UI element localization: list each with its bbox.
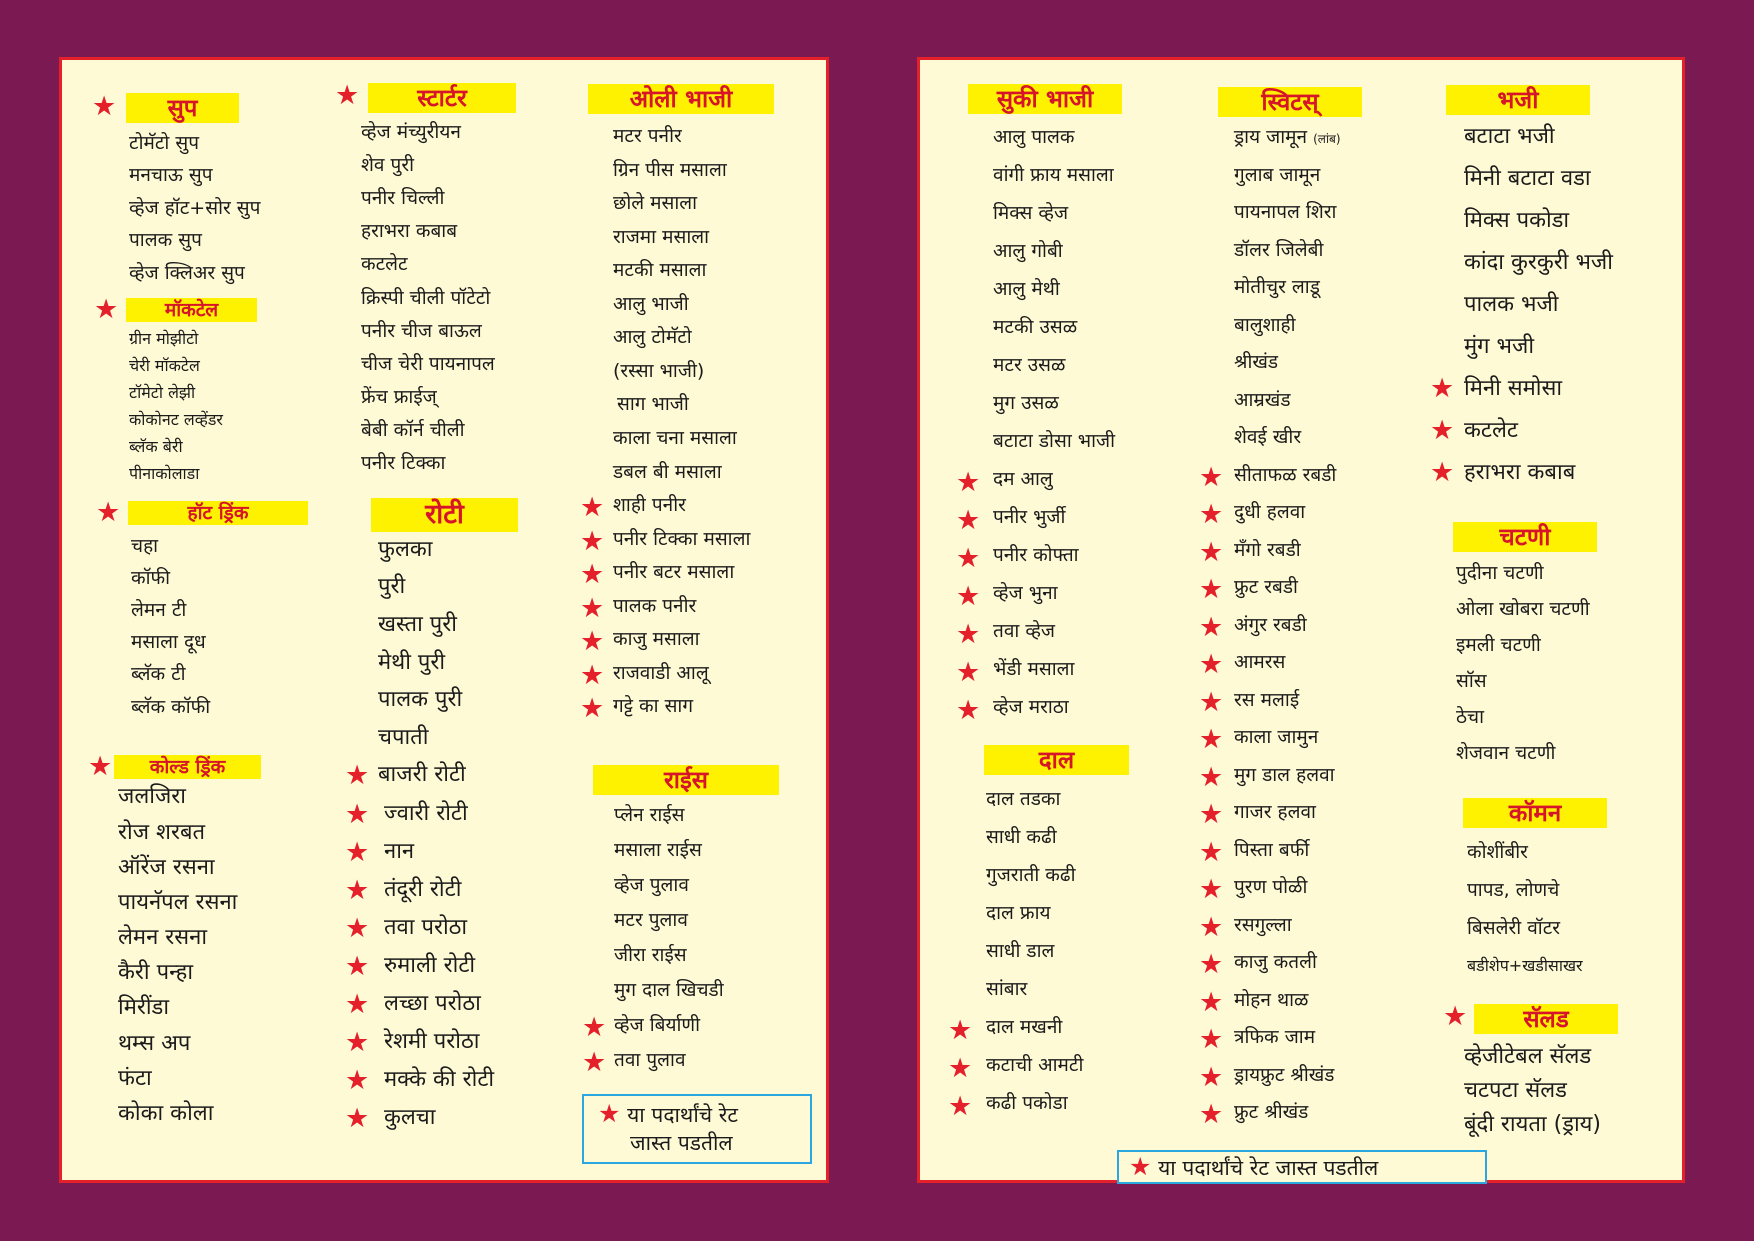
section-header-oli-bhaji: ओली भाजी [588, 84, 774, 114]
menu-item: कोशींबीर [1467, 841, 1528, 863]
star-icon: ★ [580, 626, 605, 657]
menu-item: मनचाऊ सुप [129, 164, 213, 186]
star-icon: ★ [1443, 1001, 1468, 1032]
menu-item: पिस्ता बर्फी [1234, 839, 1310, 861]
menu-item: लेमन रसना [118, 925, 208, 950]
menu-item: मटर पुलाव [614, 909, 688, 931]
star-icon: ★ [345, 951, 370, 982]
menu-item: बडीशेप+खडीसाखर [1467, 956, 1583, 975]
menu-item: सॉस [1456, 670, 1487, 692]
long-tag: (लांब) [1313, 132, 1341, 146]
menu-item: फ्रुट श्रीखंड [1234, 1101, 1309, 1123]
menu-item: भेंडी मसाला [993, 658, 1075, 680]
star-icon: ★ [1430, 457, 1455, 488]
menu-item: तवा व्हेज [993, 620, 1056, 642]
menu-item: गाजर हलवा [1234, 801, 1316, 823]
menu-item: मिनी बटाटा वडा [1464, 166, 1591, 191]
menu-item: बेबी कॉर्न चीली [361, 419, 465, 441]
menu-item: लेमन टी [131, 599, 187, 621]
menu-item: पायनापल शिरा [1234, 201, 1337, 223]
menu-item: सांबार [986, 978, 1028, 1000]
menu-item: पनीर टिक्का मसाला [613, 528, 751, 550]
menu-item: ब्लॅक बेरी [129, 437, 183, 456]
menu-item: थम्स अप [118, 1031, 191, 1056]
section-header-starter: स्टार्टर [368, 83, 516, 113]
menu-item: ऑरेंज रसना [118, 855, 215, 880]
section-header-hot-drink: हॉट ड्रिंक [128, 501, 308, 525]
menu-item: मक्के की रोटी [384, 1067, 495, 1092]
menu-item: गुजराती कढी [986, 864, 1076, 886]
menu-item: कॉफी [131, 567, 171, 589]
star-icon: ★ [345, 913, 370, 944]
menu-item: काजु मसाला [613, 628, 700, 650]
menu-item: व्हेज मराठा [993, 696, 1069, 718]
section-header-cold-drink: कोल्ड ड्रिंक [114, 755, 261, 779]
menu-item: गुलाब जामून [1234, 164, 1321, 186]
menu-item: काला जामुन [1234, 726, 1319, 748]
menu-item: सीताफळ रबडी [1234, 464, 1337, 486]
star-icon: ★ [1199, 462, 1224, 493]
menu-item: चटपटा सॅलड [1464, 1078, 1567, 1103]
menu-item: साधी कढी [986, 826, 1057, 848]
menu-item: दम आलु [993, 468, 1053, 490]
menu-item: क्रिस्पी चीली पॉटेटो [361, 287, 491, 309]
menu-item: फ्रेंच फ्राईज् [361, 386, 437, 408]
menu-item: आलु भाजी [613, 293, 689, 315]
section-header-rice: राईस [593, 765, 779, 795]
section-header-soup: सुप [126, 93, 239, 123]
star-icon: ★ [582, 1047, 607, 1078]
menu-item: चीज चेरी पायनापल [361, 353, 495, 375]
section-header-sweets: स्विटस् [1218, 87, 1362, 117]
menu-item: मोतीचुर लाडू [1234, 276, 1320, 298]
menu-item: कैरी पन्हा [118, 960, 194, 985]
menu-item: बटाटा भजी [1464, 124, 1555, 149]
star-icon: ★ [345, 799, 370, 830]
menu-item: दुधी हलवा [1234, 501, 1306, 523]
menu-item: कटाची आमटी [986, 1054, 1084, 1076]
menu-item: चेरी मॉकटेल [129, 356, 200, 375]
menu-item: रुमाली रोटी [384, 953, 476, 978]
menu-item: पनीर चीज बाऊल [361, 320, 482, 342]
star-icon: ★ [580, 693, 605, 724]
menu-item: कुलचा [384, 1105, 436, 1130]
star-icon: ★ [1199, 799, 1224, 830]
star-icon: ★ [1199, 949, 1224, 980]
menu-item: ग्रीन मोझीटो [129, 329, 199, 348]
menu-item: साधी डाल [986, 940, 1055, 962]
menu-item: चहा [131, 535, 159, 557]
menu-item: काला चना मसाला [613, 427, 737, 449]
price-note-text: या पदार्थांचे रेट जास्त पडतील [1158, 1156, 1379, 1180]
menu-item: राजवाडी आलू [613, 662, 709, 684]
star-icon: ★ [1199, 987, 1224, 1018]
menu-item: दाल मखनी [986, 1016, 1063, 1038]
menu-item: मटर पनीर [613, 125, 682, 147]
menu-item: आलु गोबी [993, 240, 1063, 262]
star-icon: ★ [345, 1065, 370, 1096]
menu-item: पुरण पोळी [1234, 876, 1308, 898]
menu-item: प्लेन राईस [614, 804, 685, 826]
star-icon: ★ [1199, 1024, 1224, 1055]
star-icon: ★ [580, 526, 605, 557]
menu-item: राजमा मसाला [613, 226, 710, 248]
menu-item: मिक्स व्हेज [993, 202, 1069, 224]
menu-item: आलु टोमॅटो [613, 326, 692, 348]
menu-item: मसाला दूध [131, 631, 206, 653]
menu-item: रेशमी परोठा [384, 1029, 480, 1054]
star-icon: ★ [1129, 1152, 1152, 1181]
star-icon: ★ [1199, 537, 1224, 568]
menu-item: दाल फ्राय [986, 902, 1051, 924]
menu-item: बटाटा डोसा भाजी [993, 430, 1116, 452]
menu-item: आमरस [1234, 651, 1286, 673]
star-icon: ★ [1199, 574, 1224, 605]
star-icon: ★ [1430, 373, 1455, 404]
menu-item: ठेचा [1456, 706, 1485, 728]
star-icon: ★ [1199, 1099, 1224, 1130]
menu-item: पालक पनीर [613, 595, 697, 617]
menu-item: आम्रखंड [1234, 389, 1291, 411]
menu-item: हराभरा कबाब [1464, 460, 1576, 485]
menu-item: व्हेज बिर्याणी [614, 1014, 701, 1036]
menu-item: पुदीना चटणी [1456, 562, 1544, 584]
menu-item: गट्टे का साग [613, 695, 694, 717]
menu-item: मटर उसळ [993, 354, 1066, 376]
menu-item: त्रफिक जाम [1234, 1026, 1316, 1048]
menu-item: मिरींडा [118, 995, 170, 1020]
menu-panel-right [917, 57, 1685, 1183]
menu-item: बाजरी रोटी [378, 762, 466, 787]
star-icon: ★ [92, 91, 117, 122]
menu-item: मसाला राईस [614, 839, 702, 861]
menu-item: मटकी उसळ [993, 316, 1078, 338]
section-header-bhaji: भजी [1446, 85, 1590, 115]
star-icon: ★ [335, 80, 360, 111]
menu-item: व्हेज भुना [993, 582, 1058, 604]
menu-item: आलु पालक [993, 126, 1075, 148]
menu-item: कढी पकोडा [986, 1092, 1068, 1114]
menu-item: रस मलाई [1234, 689, 1300, 711]
star-icon: ★ [1199, 912, 1224, 943]
price-note-box [1117, 1150, 1487, 1184]
star-icon: ★ [1199, 612, 1224, 643]
menu-item: पालक सुप [129, 229, 202, 251]
menu-item: (रस्सा भाजी) [613, 360, 705, 382]
menu-item: ग्रिन पीस मसाला [613, 159, 727, 181]
menu-item: मेथी पुरी [378, 650, 446, 675]
menu-item: ज्वारी रोटी [384, 801, 468, 826]
menu-item: मिक्स पकोडा [1464, 208, 1570, 233]
star-icon: ★ [956, 543, 981, 574]
menu-item: छोले मसाला [613, 192, 698, 214]
price-note-box [582, 1094, 812, 1164]
section-header-mocktail: मॉकटेल [126, 298, 257, 322]
menu-item: कोकोनट लव्हेंडर [129, 410, 223, 429]
menu-item: पुरी [378, 574, 406, 599]
menu-item: शेजवान चटणी [1456, 742, 1556, 764]
menu-item: अंगुर रबडी [1234, 614, 1307, 636]
menu-item: पनीर कोफ्ता [993, 544, 1079, 566]
menu-item: चपाती [378, 725, 429, 750]
menu-item: श्रीखंड [1234, 351, 1279, 373]
section-header-common: कॉमन [1463, 798, 1607, 828]
menu-item: आलु मेथी [993, 278, 1060, 300]
section-header-roti: रोटी [371, 498, 518, 532]
star-icon: ★ [345, 989, 370, 1020]
star-icon: ★ [1199, 499, 1224, 530]
menu-item: बिसलेरी वॉटर [1467, 917, 1561, 939]
menu-item: टॉमेटो लेझी [129, 383, 196, 402]
star-icon: ★ [582, 1012, 607, 1043]
star-icon: ★ [580, 660, 605, 691]
menu-item: कटलेट [1464, 418, 1518, 443]
star-icon: ★ [345, 1027, 370, 1058]
menu-item [1234, 125, 1341, 151]
menu-item: कटलेट [361, 253, 408, 275]
menu-item: तवा पुलाव [614, 1049, 686, 1071]
section-header-dal: दाल [984, 745, 1129, 775]
star-icon: ★ [345, 837, 370, 868]
menu-item: पनीर चिल्ली [361, 187, 445, 209]
star-icon: ★ [1199, 649, 1224, 680]
menu-item: व्हेज क्लिअर सुप [129, 262, 245, 284]
menu-item: पनीर भुर्जी [993, 506, 1066, 528]
star-icon: ★ [345, 1103, 370, 1134]
star-icon: ★ [956, 695, 981, 726]
star-icon: ★ [956, 657, 981, 688]
star-icon: ★ [956, 581, 981, 612]
menu-item: वांगी फ्राय मसाला [993, 164, 1114, 186]
menu-item: ड्रायफ्रुट श्रीखंड [1234, 1064, 1335, 1086]
star-icon: ★ [1199, 874, 1224, 905]
star-icon: ★ [948, 1091, 973, 1122]
menu-item: दाल तडका [986, 788, 1061, 810]
menu-item: मुग उसळ [993, 392, 1059, 414]
star-icon: ★ [580, 492, 605, 523]
menu-item: पनीर बटर मसाला [613, 561, 735, 583]
menu-item: इमली चटणी [1456, 634, 1541, 656]
menu-item: डॉलर जिलेबी [1234, 239, 1324, 261]
menu-item: कांदा कुरकुरी भजी [1464, 250, 1613, 275]
menu-item: मुंग भजी [1464, 334, 1535, 359]
star-icon: ★ [1430, 415, 1455, 446]
star-icon: ★ [96, 497, 121, 528]
menu-item: जलजिरा [118, 784, 186, 809]
menu-item: ब्लॅक टी [131, 663, 186, 685]
star-icon: ★ [580, 593, 605, 624]
menu-item: हराभरा कबाब [361, 220, 458, 242]
menu-item: मटकी मसाला [613, 259, 707, 281]
star-icon: ★ [956, 467, 981, 498]
menu-item: ओला खोबरा चटणी [1456, 598, 1590, 620]
menu-item: पालक पुरी [378, 687, 463, 712]
star-icon: ★ [948, 1053, 973, 1084]
menu-item: मुग डाल हलवा [1234, 764, 1335, 786]
menu-item: तवा परोठा [384, 915, 468, 940]
menu-item: रोज शरबत [118, 820, 206, 845]
menu-item: ब्लॅक कॉफी [131, 696, 211, 718]
star-icon: ★ [1199, 687, 1224, 718]
menu-panel-left [59, 57, 829, 1183]
star-icon: ★ [94, 294, 119, 325]
menu-item: व्हेजीटेबल सॅलड [1464, 1044, 1592, 1069]
star-icon: ★ [88, 751, 113, 782]
menu-item: मॅंगो रबडी [1234, 539, 1301, 561]
menu-item: बूंदी रायता (ड्राय) [1464, 1112, 1602, 1137]
menu-item: पापड, लोणचे [1467, 879, 1560, 901]
section-header-chutney: चटणी [1453, 522, 1597, 552]
star-icon: ★ [948, 1015, 973, 1046]
star-icon: ★ [1199, 837, 1224, 868]
menu-item: नान [384, 839, 415, 864]
menu-item: व्हेज पुलाव [614, 874, 689, 896]
star-icon: ★ [598, 1099, 621, 1128]
menu-item: रसगुल्ला [1234, 914, 1292, 936]
section-header-salad: सॅलड [1474, 1004, 1618, 1034]
menu-item: फंटा [118, 1066, 152, 1091]
star-icon: ★ [1199, 724, 1224, 755]
star-icon: ★ [956, 505, 981, 536]
menu-item: फुलका [378, 537, 433, 562]
star-icon: ★ [1199, 1062, 1224, 1093]
menu-item: शेवई खीर [1234, 426, 1302, 448]
menu-item: जीरा राईस [614, 944, 687, 966]
menu-item: कोका कोला [118, 1101, 214, 1126]
star-icon: ★ [580, 559, 605, 590]
star-icon: ★ [345, 760, 370, 791]
menu-item: शाही पनीर [613, 494, 686, 516]
menu-item: पनीर टिक्का [361, 452, 446, 474]
section-header-suki-bhaji: सुकी भाजी [968, 84, 1122, 114]
menu-item: तंदूरी रोटी [384, 877, 462, 902]
menu-item: मिनी समोसा [1464, 376, 1563, 401]
menu-item: डबल बी मसाला [613, 461, 722, 483]
menu-item: पालक भजी [1464, 292, 1559, 317]
menu-item: टोमॅटो सुप [129, 132, 200, 154]
menu-item: मुग दाल खिचडी [614, 979, 724, 1001]
menu-item: साग भाजी [617, 393, 689, 415]
star-icon: ★ [1199, 762, 1224, 793]
star-icon: ★ [956, 619, 981, 650]
menu-item: लच्छा परोठा [384, 991, 481, 1016]
menu-item: व्हेज मंच्युरीयन [361, 121, 461, 143]
menu-item: पीनाकोलाडा [129, 464, 200, 483]
menu-item: पायनॅपल रसना [118, 890, 238, 915]
menu-item: मोहन थाळ [1234, 989, 1309, 1011]
menu-item: व्हेज हॉट+सोर सुप [129, 197, 261, 219]
menu-item: फ्रुट रबडी [1234, 576, 1298, 598]
price-note-line-2: जास्त पडतील [630, 1131, 733, 1155]
menu-item: खस्ता पुरी [378, 612, 457, 637]
price-note-line-1: या पदार्थांचे रेट [627, 1103, 738, 1127]
star-icon: ★ [345, 875, 370, 906]
menu-item: बालुशाही [1234, 314, 1296, 336]
menu-item: शेव पुरी [361, 154, 415, 176]
menu-item: काजु कतली [1234, 951, 1317, 973]
menu-item-label: ड्राय जामून [1234, 126, 1308, 148]
